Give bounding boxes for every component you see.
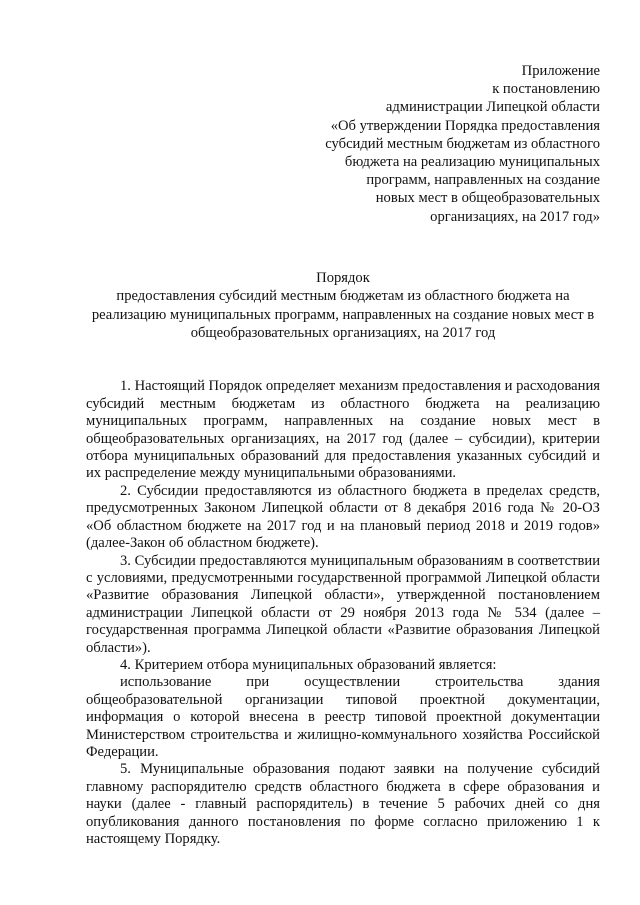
paragraph-1: 1. Настоящий Порядок определяет механизм предоставления и расходования субсидий местным бюджетам из областного бюджета на реализацию муниципальных программ, направленных на создание новых мест в общеобразовательных организациях, на 2017 год (далее – субсидии), критерии отбора муниципальных образований для предоставления указанных субсидий и их распределение между муниципальными образованиями. [86, 378, 600, 482]
appendix-line: Приложение [521, 63, 600, 79]
title-line: реализацию муниципальных программ, направленных на создание новых мест в [91, 306, 595, 323]
title-line: предоставления субсидий местным бюджетам из областного бюджета на [116, 288, 570, 305]
appendix-line: программ, направленных на создание [366, 172, 600, 189]
appendix-line: новых мест в общеобразовательных [375, 190, 600, 207]
appendix-line: организациях, на 2017 год» [430, 208, 600, 225]
document-body [86, 378, 600, 848]
appendix-line: субсидий местным бюджетам из областного [325, 135, 600, 152]
paragraph-5: 5. Муниципальные образования подают заявки на получение субсидий главному распорядителю средств областного бюджета в сфере образования и науки (далее - главный распорядитель) в течение 5 рабочих дней со дня опубликования данного постановления по форме согласно приложению 1 к настоящему Порядку. [86, 761, 600, 848]
paragraph-4-criterion: использование при осуществлении строительства здания общеобразовательной организации типовой проектной документации, информация о которой внесена в реестр типовой проектной документации Министерством строительства и жилищно-коммунального хозяйства Российской Федерации. [86, 674, 600, 760]
appendix-line: «Об утверждении Порядка предоставления [330, 117, 600, 134]
appendix-header [86, 62, 600, 226]
appendix-line: администрации Липецкой области [385, 99, 600, 116]
title-heading: Порядок [316, 269, 370, 286]
paragraph-2: 2. Субсидии предоставляются из областного бюджета в пределах средств, предусмотренных Законом Липецкой области от 8 декабря 2016 года № 20-ОЗ «Об областном бюджете на 2017 год и на плановый период 2018 и 2019 годов» (далее-Закон об областном бюджете). [86, 482, 600, 552]
document-title [86, 269, 600, 343]
title-line: общеобразовательных организациях, на 2017 год [190, 325, 496, 342]
appendix-line: к постановлению [492, 81, 600, 98]
paragraph-3: 3. Субсидии предоставляются муниципальным образованиям в соответствии с условиями, предусмотренными государственной программой Липецкой области «Развитие образования Липецкой области», утвержденной постановлением администрации Липецкой области от 29 ноября 2013 года № 534 (далее – государственная программа Липецкой области «Развитие образования Липецкой области»). [86, 552, 600, 656]
appendix-line: бюджета на реализацию муниципальных [344, 154, 600, 171]
paragraph-4: 4. Критерием отбора муниципальных образований является: [120, 656, 497, 673]
